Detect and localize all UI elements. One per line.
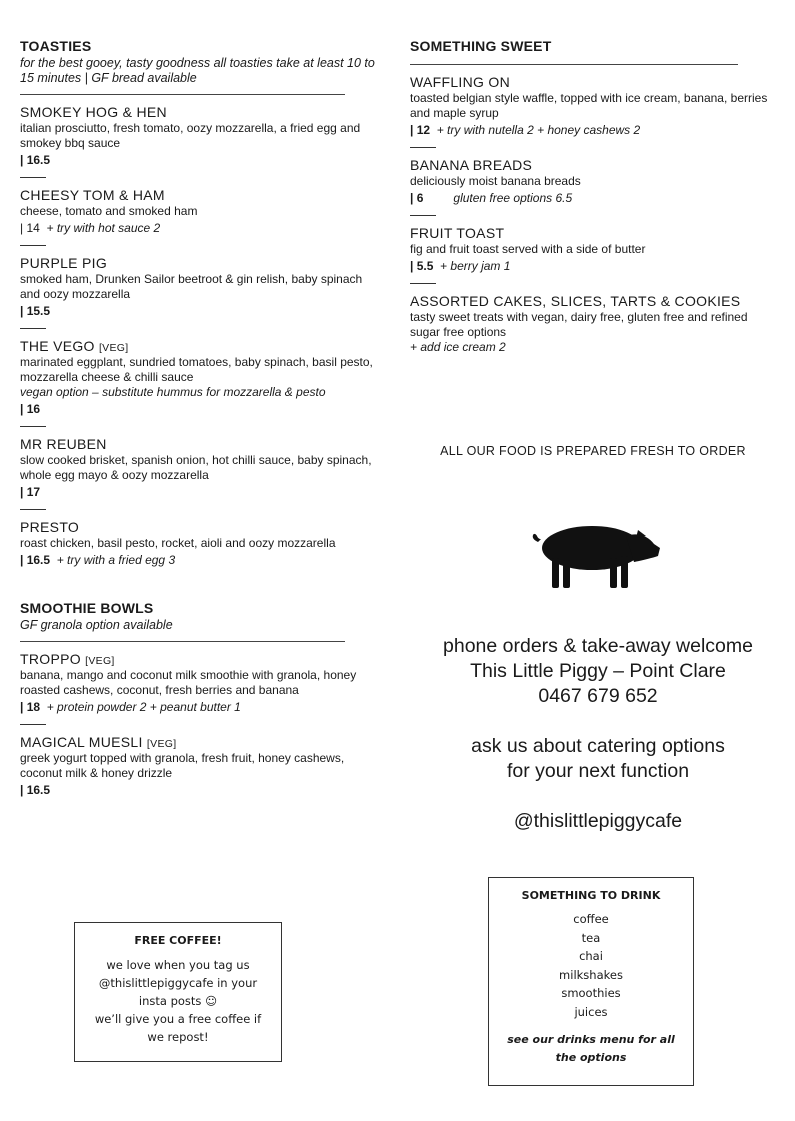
free-coffee-line: @thislittlepiggycafe in your xyxy=(98,976,258,990)
item-name: MR REUBEN xyxy=(20,436,107,452)
item-price-line xyxy=(410,190,770,206)
veg-tag: [VEG] xyxy=(85,655,115,667)
section-title-smoothie-bowls: SMOOTHIE BOWLS xyxy=(20,600,154,616)
item-price: | 12 xyxy=(410,123,431,137)
menu-item xyxy=(20,651,385,715)
menu-item xyxy=(20,519,385,568)
section-divider xyxy=(20,641,345,642)
free-coffee-text xyxy=(75,956,281,1046)
drinks-box xyxy=(488,877,694,1086)
item-price-line xyxy=(20,152,385,168)
item-divider xyxy=(410,283,436,284)
drink-item: juices xyxy=(574,1004,608,1019)
menu-item xyxy=(410,293,770,355)
menu-item xyxy=(20,255,385,319)
free-coffee-line: we repost! xyxy=(147,1030,209,1044)
cafe-name: This Little Piggy – Point Clare xyxy=(470,660,726,682)
item-price: | 16 xyxy=(20,402,41,416)
item-description: greek yogurt topped with granola, fresh fruit, honey cashews, coconut milk & honey drizzle xyxy=(20,751,345,780)
item-divider xyxy=(410,215,436,216)
drink-item: tea xyxy=(581,930,601,945)
item-divider xyxy=(20,724,46,725)
smoothie-bowls-section xyxy=(20,600,385,798)
catering-line-1: ask us about catering options xyxy=(471,735,725,757)
free-coffee-title: FREE COFFEE! xyxy=(134,934,222,947)
item-name: FRUIT TOAST xyxy=(410,225,505,241)
toasties-section xyxy=(20,38,385,568)
item-price: | 17 xyxy=(20,485,41,499)
item-name-line xyxy=(20,734,385,750)
pig-silhouette-icon xyxy=(530,518,662,594)
section-divider xyxy=(20,94,345,95)
free-coffee-line: we love when you tag us xyxy=(106,958,250,972)
item-name: PRESTO xyxy=(20,519,80,535)
item-description: toasted belgian style waffle, topped with ice cream, banana, berries and maple syrup xyxy=(410,91,768,120)
drinks-footer-line: see our drinks menu for all xyxy=(507,1033,675,1046)
menu-item xyxy=(20,104,385,168)
item-description: slow cooked brisket, spanish onion, hot chilli sauce, baby spinach, whole egg mayo & oozy mozzarella xyxy=(20,453,372,482)
item-price: | 16.5 xyxy=(20,553,51,567)
item-description: cheese, tomato and smoked ham xyxy=(20,204,198,218)
item-name: MAGICAL MUESLI xyxy=(20,734,143,750)
item-divider xyxy=(20,509,46,510)
drink-item: milkshakes xyxy=(559,967,623,982)
catering-line-2: for your next function xyxy=(506,760,690,782)
drink-item: smoothies xyxy=(561,986,621,1000)
item-note: + add ice cream 2 xyxy=(410,340,506,354)
item-name: CHEESY TOM & HAM xyxy=(20,187,165,203)
item-price-line xyxy=(20,303,385,319)
free-coffee-box xyxy=(74,922,282,1062)
item-description: italian prosciutto, fresh tomato, oozy mozzarella, a fried egg and smokey bbq sauce xyxy=(20,121,361,150)
menu-item xyxy=(20,734,385,798)
section-subtitle-toasties: for the best gooey, tasty goodness all toasties take at least 10 to 15 minutes | GF bread available xyxy=(20,56,375,85)
item-name: TROPPO xyxy=(20,651,81,667)
prepared-fresh-note: ALL OUR FOOD IS PREPARED FRESH TO ORDER xyxy=(440,444,746,458)
takeaway-line: phone orders & take-away welcome xyxy=(443,635,753,657)
item-name-line xyxy=(20,651,385,667)
right-column xyxy=(410,38,770,355)
item-name: PURPLE PIG xyxy=(20,255,108,271)
item-name: THE VEGO xyxy=(20,338,95,354)
item-name: ASSORTED CAKES, SLICES, TARTS & COOKIES xyxy=(410,293,741,309)
item-name: SMOKEY HOG & HEN xyxy=(20,104,167,120)
item-price-line xyxy=(410,122,770,138)
item-divider xyxy=(20,426,46,427)
item-name-line xyxy=(20,338,385,354)
item-price-line xyxy=(20,782,385,798)
item-extra: + berry jam 1 xyxy=(440,259,511,273)
left-column xyxy=(20,38,385,798)
drinks-list xyxy=(489,910,693,1021)
item-name: BANANA BREADS xyxy=(410,157,533,173)
item-description: tasty sweet treats with vegan, dairy free, gluten free and refined sugar free options xyxy=(410,310,748,339)
free-coffee-line: we’ll give you a free coffee if xyxy=(94,1012,262,1026)
item-description: fig and fruit toast served with a side of butter xyxy=(410,242,646,256)
item-price: | 18 xyxy=(20,700,41,714)
item-description: deliciously moist banana breads xyxy=(410,174,581,188)
item-divider xyxy=(410,147,436,148)
drink-item: coffee xyxy=(573,912,609,926)
drink-item: chai xyxy=(579,949,603,963)
item-note: vegan option – substitute hummus for mozzarella & pesto xyxy=(20,385,326,399)
veg-tag: [VEG] xyxy=(98,342,129,354)
item-extra: gluten free options 6.5 xyxy=(453,191,573,205)
item-price: | 16.5 xyxy=(20,153,51,167)
item-description: roast chicken, basil pesto, rocket, aioli and oozy mozzarella xyxy=(20,536,336,550)
item-divider xyxy=(20,328,46,329)
item-description: banana, mango and coconut milk smoothie with granola, honey roasted cashews, coconut, fresh berries and banana xyxy=(20,668,357,697)
contact-info xyxy=(410,634,786,834)
item-price-line xyxy=(410,258,770,274)
item-extra: + try with hot sauce 2 xyxy=(46,221,161,235)
menu-item xyxy=(20,187,385,236)
item-extra: + try with nutella 2 + honey cashews 2 xyxy=(436,123,641,137)
instagram-handle[interactable]: @thislittlepiggycafe xyxy=(513,810,683,832)
item-price-line xyxy=(20,220,385,236)
item-divider xyxy=(20,245,46,246)
item-price: | 16.5 xyxy=(20,783,51,797)
item-name: WAFFLING ON xyxy=(410,74,511,90)
drinks-footer xyxy=(489,1031,693,1067)
item-price: | 14 xyxy=(20,221,40,235)
drinks-footer-line: the options xyxy=(555,1051,627,1064)
phone-number[interactable]: 0467 679 652 xyxy=(538,685,658,707)
free-coffee-line: insta posts ☺ xyxy=(138,994,218,1008)
item-description: marinated eggplant, sundried tomatoes, baby spinach, basil pesto, mozzarella cheese & chilli sauce xyxy=(20,355,373,384)
section-title-something-sweet: SOMETHING SWEET xyxy=(410,38,552,54)
item-price-line xyxy=(20,401,385,417)
drinks-title: SOMETHING TO DRINK xyxy=(521,889,661,902)
veg-tag: [VEG] xyxy=(146,738,177,750)
item-extra: + protein powder 2 + peanut butter 1 xyxy=(46,700,241,714)
menu-item xyxy=(20,338,385,417)
item-price: | 5.5 xyxy=(410,259,434,273)
item-price-line xyxy=(20,699,385,715)
menu-item xyxy=(410,157,770,206)
item-description: smoked ham, Drunken Sailor beetroot & gin relish, baby spinach and oozy mozzarella xyxy=(20,272,363,301)
item-divider xyxy=(20,177,46,178)
menu-item xyxy=(410,74,770,138)
menu-item xyxy=(410,225,770,274)
section-subtitle-smoothie-bowls: GF granola option available xyxy=(20,618,173,632)
section-title-toasties: TOASTIES xyxy=(20,38,92,54)
menu-item xyxy=(20,436,385,500)
item-extra: + try with a fried egg 3 xyxy=(56,553,176,567)
section-divider xyxy=(410,64,738,65)
item-price-line xyxy=(20,484,385,500)
item-price: | 15.5 xyxy=(20,304,51,318)
item-price: | 6 xyxy=(410,191,424,205)
item-price-line xyxy=(20,552,385,568)
